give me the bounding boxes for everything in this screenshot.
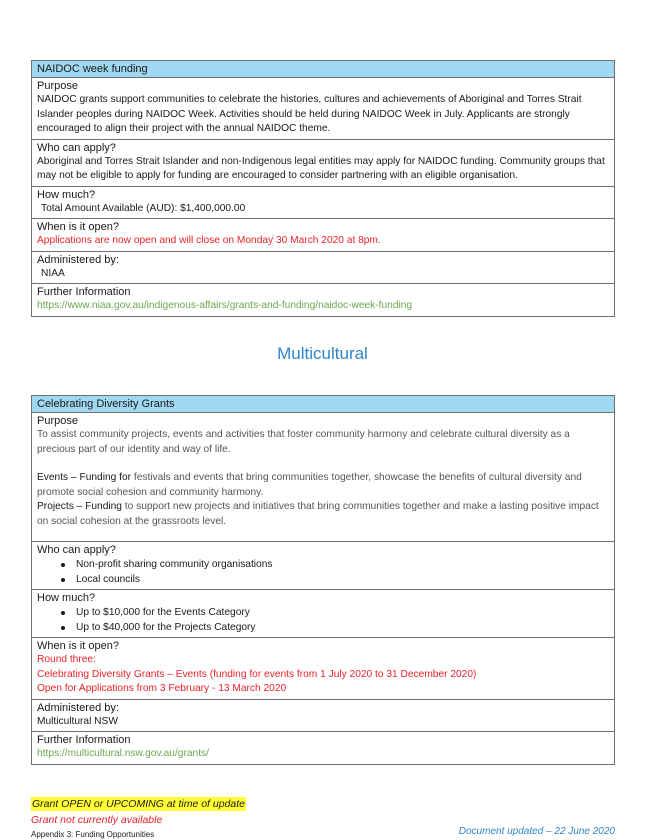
diversity-purpose-section — [32, 413, 614, 542]
naidoc-admin-text: NIAA — [41, 267, 65, 279]
naidoc-admin-section — [32, 252, 614, 285]
diversity-how-label: How much? — [37, 592, 96, 604]
footer-updated: Document updated – 22 June 2020 — [458, 826, 615, 837]
events-bold: Events — [37, 472, 69, 483]
list-item: Up to $40,000 for the Projects Category — [37, 620, 609, 635]
naidoc-info-link[interactable]: https://www.niaa.gov.au/indigenous-affairs/grants-and-funding/naidoc-week-funding — [37, 300, 413, 311]
diversity-when-line1: Celebrating Diversity Grants – Events (funding for events from 1 July 2020 to 31 December 2020) — [37, 668, 477, 680]
diversity-info-section — [32, 732, 614, 765]
diversity-info-link[interactable]: https://multicultural.nsw.gov.au/grants/ — [37, 748, 209, 759]
naidoc-how-section — [32, 187, 614, 220]
list-item: Non-profit sharing community organisations — [37, 557, 609, 572]
diversity-purpose-label: Purpose — [37, 415, 78, 427]
diversity-table-header: Celebrating Diversity Grants — [32, 396, 614, 413]
diversity-when-round: Round three: — [37, 654, 96, 665]
diversity-when-line2: Open for Applications from 3 February - 13 March 2020 — [37, 683, 287, 694]
projects-mid: – Funding — [73, 501, 122, 512]
diversity-how-list — [37, 605, 609, 635]
legend-closed: Grant not currently available — [31, 814, 163, 826]
diversity-how-section — [32, 590, 614, 638]
naidoc-purpose-section — [32, 78, 614, 140]
diversity-who-section — [32, 542, 614, 590]
naidoc-how-label: How much? — [37, 188, 96, 201]
diversity-admin-section — [32, 700, 614, 733]
diversity-purpose-text: To assist community projects, events and activities that foster community harmony and celebrate cultural diversity as a precious part of our identity and way of life. — [37, 429, 570, 455]
diversity-admin-label: Administered by: — [37, 701, 119, 714]
naidoc-who-text: Aboriginal and Torres Strait Islander and non-Indigenous legal entities may apply for NAIDOC funding. Community groups that may not be eligible to apply for funding are encouraged to consider partnering with an eligible organisation. — [37, 155, 605, 181]
events-rest: festivals and events that bring communities together, showcase the benefits of cultural diversity and promote social cohesion and community harmony. — [37, 472, 582, 498]
naidoc-purpose-label: Purpose — [37, 80, 78, 92]
naidoc-info-section — [32, 284, 614, 317]
list-item: Local councils — [37, 572, 609, 587]
diversity-who-list — [37, 557, 609, 587]
events-mid: – Funding for — [68, 472, 132, 483]
projects-rest: to support new projects and initiatives that bring communities together and make a lasting positive impact on social cohesion at the grassroots level. — [37, 501, 599, 527]
projects-bold: Projects — [37, 501, 74, 512]
list-item: Up to $10,000 for the Events Category — [37, 605, 609, 620]
naidoc-who-label: Who can apply? — [37, 141, 116, 154]
legend-open: Grant OPEN or UPCOMING at time of update — [32, 798, 245, 810]
footer-appendix: Appendix 3: Funding Opportunities — [31, 830, 155, 839]
diversity-admin-text: Multicultural NSW — [37, 715, 118, 727]
naidoc-when-label: When is it open? — [37, 221, 119, 233]
diversity-projects-text — [37, 500, 609, 529]
diversity-events-text — [37, 471, 609, 500]
naidoc-grant-table — [31, 60, 615, 317]
naidoc-admin-label: Administered by: — [37, 253, 119, 266]
diversity-who-label: Who can apply? — [37, 544, 116, 556]
naidoc-when-section — [32, 219, 614, 252]
diversity-when-label: When is it open? — [37, 640, 119, 652]
naidoc-purpose-text: NAIDOC grants support communities to celebrate the histories, cultures and achievements of Aboriginal and Torres Strait Islander peoples during NAIDOC Week. Activities should be held during NAIDOC Week in July. Applicants are strongly encouraged to align their project with the annual NAIDOC theme. — [37, 94, 582, 134]
naidoc-when-text: Applications are now open and will close on Monday 30 March 2020 at 8pm. — [37, 235, 381, 246]
diversity-when-section — [32, 638, 614, 700]
naidoc-info-label: Further Information — [37, 286, 131, 298]
naidoc-how-text: Total Amount Available (AUD): $1,400,000.00 — [41, 202, 246, 214]
diversity-grant-table — [31, 395, 615, 765]
naidoc-table-header: NAIDOC week funding — [32, 61, 614, 78]
naidoc-who-section — [32, 140, 614, 187]
diversity-info-label: Further Information — [37, 734, 131, 746]
section-heading: Multicultural — [277, 344, 368, 363]
